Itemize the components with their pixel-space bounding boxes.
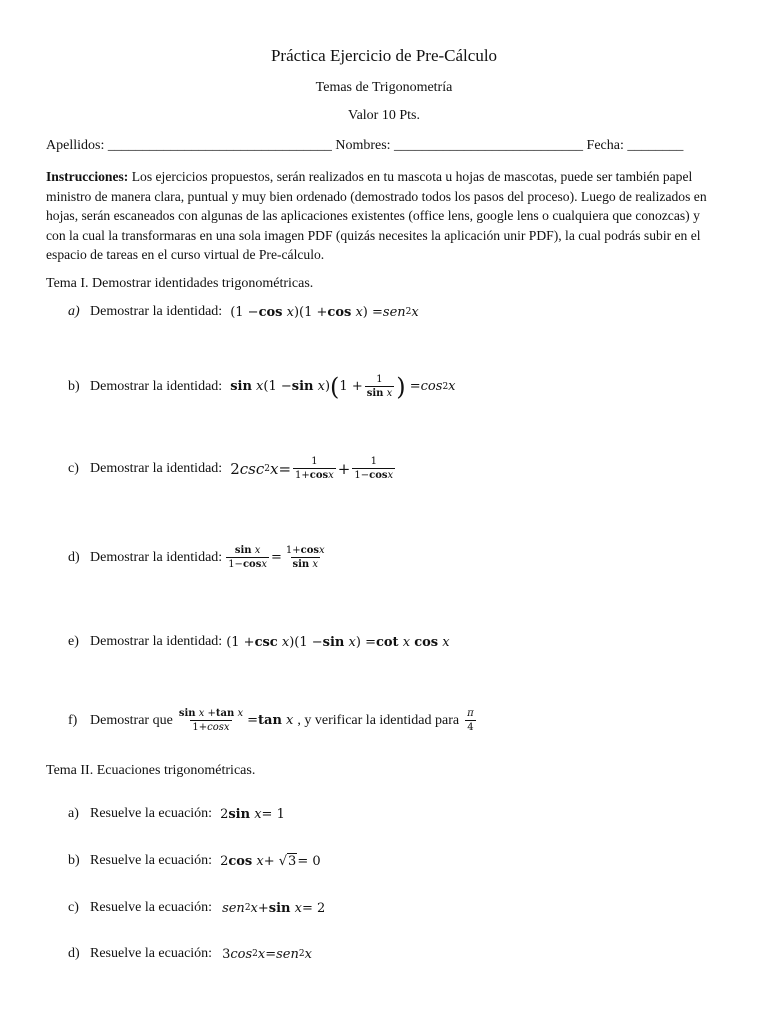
exercise-label: d) [68, 549, 80, 565]
exercise-text: Resuelve la ecuación: [90, 806, 213, 821]
exercise-text: Demostrar la identidad: [90, 549, 223, 565]
page-value: Valor 10 Pts. [348, 108, 420, 123]
formula-2a: 2 sin x = 1 [220, 806, 285, 822]
exercise-2d [68, 946, 312, 962]
formula-1b: sin x (1 − sin x ) ( 1 + $\frac{1}{\text{sin x}}$ ) = cos 2 x [230, 372, 456, 401]
exercise-tail: , y verificar la identidad para [297, 712, 460, 728]
exercise-text: Demostrar la identidad: [90, 304, 223, 319]
exercise-text: Resuelve la ecuación: [90, 946, 213, 961]
formula-2c: sen 2 x + sin x = 2 [222, 900, 326, 916]
exercise-label: d) [68, 946, 80, 961]
exercise-label: a) [68, 304, 80, 319]
exercise-1e [68, 634, 450, 650]
exercise-2a [68, 806, 285, 822]
section-title-tema-1: Tema I. Demostrar identidades trigonométricas. [46, 276, 314, 291]
exercise-1f [68, 708, 478, 733]
exercise-1d [68, 545, 329, 570]
exercise-label: b) [68, 853, 80, 868]
exercise-label: a) [68, 806, 79, 821]
page-subtitle: Temas de Trigonometría [315, 80, 453, 95]
section-title-tema-2: Tema II. Ecuaciones trigonométricas. [46, 763, 256, 778]
instructions-text: Los ejercicios propuestos, serán realizados en tu mascota u hojas de mascotas, puede ser también papel ministro de manera clara, puntual y muy bien ordenado (demostrado todos los pasos del proceso). Luego de realizados en hojas, serán escaneados con algunas de las aplicaciones existentes (office lens, google lens o cualquiera que conozcas) y con la cual la transformaras en una sola imagen PDF (quizás necesites la aplicación unir PDF), la cual podrás subir en el espacio de tareas en el curso virtual de Pre-cálculo. [46, 169, 707, 262]
exercise-text: Resuelve la ecuación: [90, 900, 213, 915]
formula-1f: $\frac{\text{sin x +tan x}}{1+\cos x}$ = tan x [178, 708, 294, 733]
formula-2b: 2 cos x + √ 3 = 0 [220, 853, 321, 869]
exercise-text: Demostrar la identidad: [90, 460, 223, 476]
exercise-1a [68, 304, 419, 320]
exercise-label: e) [68, 634, 79, 649]
page-title: Práctica Ejercicio de Pre-Cálculo [270, 46, 498, 65]
formula-2d: 3 cos 2 x = sen 2 x [222, 946, 312, 962]
instructions-label: Instrucciones: [46, 169, 129, 184]
formula-1c: 2 csc 2 x = $\frac{1}{1+\cos x}$ + $\frac{1}{1-\cos x}$ [230, 456, 394, 481]
exercise-label: c) [68, 900, 79, 915]
exercise-label: f) [68, 712, 78, 728]
exercise-1b [68, 374, 456, 399]
formula-1a: (1 − cos x )(1 + cos x ) = sen 2 x [230, 304, 419, 320]
exercise-text: Demostrar la identidad: [90, 634, 223, 649]
exercise-text: Demostrar que [90, 712, 173, 728]
formula-1e: (1 + csc x )(1 − sin x ) = cot x cos x [226, 634, 450, 650]
student-fields-line: Apellidos: ________________________________ Nombres: ___________________________ Fecha: ________ [46, 138, 684, 153]
exercise-label: c) [68, 460, 79, 476]
exercise-text: Demostrar la identidad: [90, 378, 223, 394]
formula-1d: $\frac{\text{sin x}}{1-\cos x}$ = $\frac{1+\cos x}{\text{sin x}}$ [228, 545, 325, 570]
instructions-paragraph [46, 167, 716, 265]
exercise-1c [68, 456, 397, 481]
exercise-text: Resuelve la ecuación: [90, 853, 213, 868]
exercise-label: b) [68, 378, 80, 394]
formula-pi-over-4: $\frac{\pi}{4}$ [467, 708, 474, 733]
exercise-2c [68, 900, 325, 916]
exercise-2b [68, 853, 321, 869]
